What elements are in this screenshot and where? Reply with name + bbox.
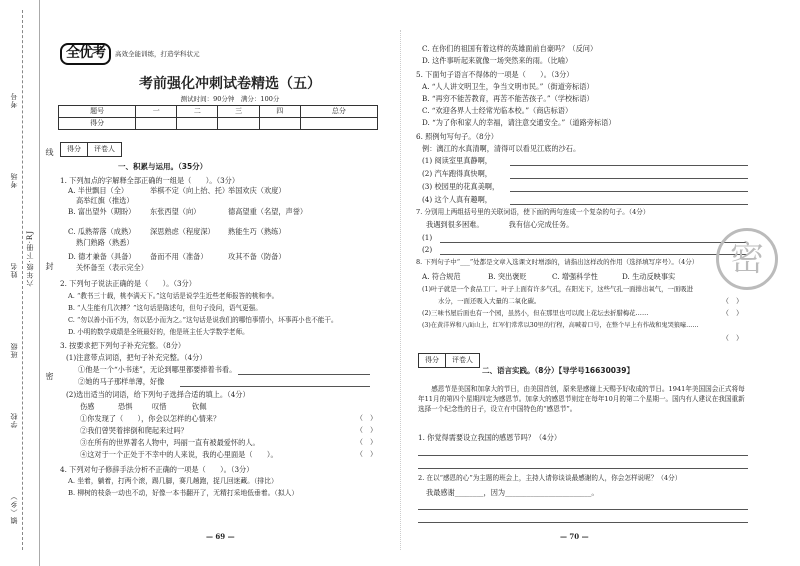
reading-passage: 感恩节是美国和加拿大的节日，由美国首创，原来是感谢上天赐予好收成的节日。1941年美国国会正式将每年11月的第四个星期四定为感恩节。加拿大的感恩节则定在每年10月的第二个星期一。国内有人建议在我国重新选择一个纪念性的日子，设立有中国特色的“感恩节”。 [418, 385, 745, 414]
answer-line[interactable] [510, 165, 748, 166]
scorer-grader: 评卷人 [94, 145, 115, 153]
score-table [58, 105, 378, 130]
question-2: 2. 下列句子说法正确的是（ ）。（3分） [60, 279, 196, 288]
answer-paren[interactable]: （ ） [722, 309, 743, 317]
q2-option-b: B. “人生能有几次搏？”这句话是陈述句，但句子没问，语气更强。 [68, 304, 262, 312]
q2-option-a: A. “教书三十载，桃李满天下。”这句话是说学生近些老师报答的桃和李。 [68, 292, 279, 300]
q3-1-a: ①他是一个“小书迷”，无论到哪里都要捧着书看。 [78, 365, 237, 374]
label-grade: 六年级·下册·RJ [26, 230, 34, 287]
question-3: 3. 按要求把下列句子补充完整。（8分） [60, 341, 186, 350]
score-head: 三 [218, 106, 259, 118]
q3-word-2: 恐惧 [118, 402, 133, 411]
q6-item: (3) 校园里的花真美啊， [422, 182, 500, 191]
page-title: 考前强化冲刺试卷精选（五） [139, 76, 321, 92]
question-8: 8. 下列句子中“___”处都是文章入选课文时增添的，请指出这样改的作用（选择填写序号）。（4分） [416, 258, 699, 266]
brand-logo [60, 43, 200, 65]
answer-line[interactable] [510, 204, 748, 205]
answer-line[interactable] [238, 374, 370, 375]
q6-item: (2) 汽车跑得真快啊， [422, 169, 492, 178]
q3-word-4: 钦佩 [192, 402, 207, 411]
bind-char-mi: 密 [45, 372, 54, 380]
q7-item: (2) [422, 245, 433, 254]
q6-item: (4) 这个人真有趣啊， [422, 195, 492, 204]
score-cell[interactable] [136, 118, 177, 130]
q3-2-c: ③在所有的世界著名人物中，玛丽一直有被最爱怀的人。 [80, 438, 260, 447]
scorer-score: 得分 [419, 354, 446, 367]
q3-part-1: (1)注意带点词语，把句子补充完整。（4分） [66, 353, 207, 362]
answer-line[interactable] [180, 386, 370, 387]
question-5: 5. 下面句子语言不得体的一项是（ ）。（3分） [416, 70, 574, 79]
q1-option-c2: 深思熟虑（程度深） [150, 227, 215, 236]
q1-option-a4: 高举红旗（推选） [76, 196, 134, 205]
score-head: 题号 [59, 106, 136, 118]
answer-line[interactable] [418, 522, 748, 523]
q1-option-d3: 攻其不备（防备） [228, 252, 286, 261]
answer-paren[interactable]: （ ） [722, 334, 743, 342]
q3-word-3: 叹惜 [152, 402, 167, 411]
q5-option-b: B. “再穷不能苦教育，再苦不能苦孩子。”（学校标语） [422, 94, 594, 103]
q5-option-d: D. “为了你和家人的幸福，请注意交通安全。”（道路旁标语） [422, 118, 616, 127]
page-divider [400, 30, 401, 550]
q1-option-d1: D. 德才兼备（具备） [68, 252, 136, 261]
score-cell[interactable] [218, 118, 259, 130]
score-cell[interactable] [300, 118, 377, 130]
score-label: 得分 [59, 118, 136, 130]
label-xiang: 镇（乡） [10, 492, 18, 524]
q1-option-a3: 举国欢庆（欢度） [228, 186, 286, 195]
q1-option-b2: 东张西望（向） [150, 207, 201, 216]
practice-q1: 1. 你觉得需要设立我国的感恩节吗？（4分） [418, 433, 562, 442]
binding-strip [0, 0, 40, 566]
bind-char-xian: 线 [45, 148, 54, 156]
scorer-grader: 评卷人 [452, 356, 473, 364]
answer-line[interactable] [440, 242, 748, 243]
q3-2-a: ①你发现了（ ），你会以怎样的心情来？ [80, 414, 221, 423]
answer-paren[interactable]: （ ） [722, 297, 743, 305]
q8-item-1b: 水分，一面还吸入大量的二氧化碳。 [438, 297, 541, 305]
q8-option-a: A. 符合规范 [422, 272, 461, 281]
q8-option-c: C. 增强科学性 [552, 272, 598, 281]
answer-paren[interactable]: （ ） [356, 426, 377, 434]
q6-item: (1) 阅读室里真静啊， [422, 156, 492, 165]
q1-option-d2: 备而不用（准备） [150, 252, 208, 261]
question-4: 4. 下列对句子修辞手法分析不正确的一项是（ ）。（3分） [60, 465, 254, 474]
exam-info: 测试时间：90分钟 满分：100分 [180, 95, 280, 103]
answer-paren[interactable]: （ ） [356, 450, 377, 458]
practice-q2-fill[interactable]: 我最感谢________，因为________________________。 [426, 488, 599, 497]
bind-char-feng: 封 [45, 262, 54, 270]
q2-option-d: D. 小明的数学成绩是全班最好的，他是班主任大学数学老师。 [68, 328, 249, 336]
page-number-left: — 69 — [206, 532, 235, 541]
q7-example: 我遇到很多困难。 我有信心完成任务。 [426, 220, 574, 229]
answer-line[interactable] [418, 468, 748, 469]
answer-paren[interactable]: （ ） [356, 438, 377, 446]
slogan: 高效全能训练，打造学科状元 [115, 49, 200, 58]
q5-option-a: A. “人人讲文明卫生，争当文明市民。”（街道旁标语） [422, 82, 594, 91]
q3-2-d: ④这对于一个正处于不幸中的人来说，我的心里面是（ ）。 [80, 450, 278, 459]
answer-line[interactable] [418, 455, 748, 456]
scorer-score: 得分 [61, 143, 88, 156]
scorer-box [60, 142, 122, 157]
q4-option-c: C. 在你们的祖国有着这样的英雄面前自豪吗？（反问） [422, 44, 598, 53]
q1-option-c1: C. 瓜熟蒂落（成熟） [68, 227, 136, 236]
question-1: 1. 下列加点的字解释全部正确的一组是（ ）。（3分） [60, 176, 240, 185]
question-7: 7. 分别用上两组括号里的关联词语，使下面的两句连成一个复杂的句子。（4分） [416, 208, 650, 216]
q1-option-b3: 德高望重（名望，声誉） [228, 207, 308, 216]
score-cell[interactable] [259, 118, 300, 130]
q8-item-3: (3)在黄洋界和八面山上，红军们常常以30里的行程，高喊着口号，在整个早上有作战和鬼哭狼嚎…… [422, 322, 699, 329]
q1-option-a2: 举棋不定（向上抬、托） [150, 186, 230, 195]
score-head: 一 [136, 106, 177, 118]
scorer-box [418, 353, 480, 368]
q3-2-b: ②我们曾哭着摔倒和爬起来过吗？ [80, 426, 188, 435]
q1-option-a1: A. 半世飘目（全） [68, 186, 129, 195]
secret-stamp: 密 [716, 228, 778, 290]
score-cell[interactable] [177, 118, 218, 130]
q8-item-2: (2)三味书屋后面也有一个园，虽然小，但在那里也可以爬上花坛去折腊梅花…… [422, 309, 649, 317]
practice-q2: 2. 在以“感恩的心”为主题的班会上，主持人请你谈谈最感谢的人，你会怎样说呢？（4分） [418, 474, 682, 482]
q3-1-b: ②她的马子那样单薄，好像 [78, 377, 165, 386]
q4-option-a: A. 坐着，躺着，打两个滚，踢几脚，赛几趟跑，捉几回迷藏。（排比） [68, 477, 278, 485]
cut-line [22, 10, 23, 550]
q1-option-b1: B. 富出望外（期盼） [68, 207, 136, 216]
q5-option-c: C. “欢迎各界人士经常光临本校。”（商店标语） [422, 106, 573, 115]
logo-mark: 全优考 [60, 43, 111, 65]
answer-line[interactable] [440, 254, 748, 255]
q1-option-d4: 关怀备至（表示完全） [76, 263, 148, 272]
answer-line[interactable] [510, 191, 748, 192]
label-xingming: 姓名 [10, 262, 18, 278]
answer-line[interactable] [418, 509, 748, 510]
q8-option-b: B. 突出褒贬 [488, 272, 527, 281]
score-head: 四 [259, 106, 300, 118]
label-xuexiao: 学校 [10, 412, 18, 428]
question-6: 6. 照例句写句子。（8分） [416, 132, 498, 141]
label-banji: 班级 [10, 342, 18, 358]
q2-option-c: C. “勿以善小而不为，勿以恶小而为之。”这句话是说我们的哪怕事情小，坏事再小也不能干。 [68, 316, 338, 324]
q1-option-c3: 熟能生巧（熟练） [228, 227, 286, 236]
q8-item-1: (1)叶子就是一个食品工厂。叶子上面有许多气孔，在阳光下，这些气孔一面排出氧气，一面吸进 [422, 285, 694, 293]
label-kaochang: 考场 [10, 172, 18, 188]
q7-item: (1) [422, 233, 433, 242]
answer-paren[interactable]: （ ） [356, 414, 377, 422]
q8-option-d: D. 生动反映事实 [622, 272, 676, 281]
q3-part-2: (2)选出适当的词语，给下列句子选择合适的填上。（4分） [66, 390, 250, 399]
section-2-heading: 二、语言实践。（8分）【导学号16630039】 [482, 366, 634, 375]
answer-line[interactable] [510, 178, 748, 179]
q6-example: 例：漓江的水真清啊，清得可以看见江底的沙石。 [422, 144, 581, 153]
score-head: 总分 [300, 106, 377, 118]
q4-option-b: B. 柳树的枝条一动也不动，好像一本书翻开了，无精打采地低垂着。（拟人） [68, 489, 299, 497]
q3-word-1: 伤感 [80, 402, 95, 411]
label-kaohao: 考号 [10, 92, 18, 108]
page-number-right: — 70 — [560, 532, 589, 541]
score-head: 二 [177, 106, 218, 118]
q4-option-d: D. 这件事听起来就像一场突然来的雨。（比喻） [422, 56, 573, 65]
section-1-heading: 一、积累与运用。（35分） [118, 162, 208, 171]
q1-option-c4: 熟门熟路（熟悉） [76, 238, 134, 247]
